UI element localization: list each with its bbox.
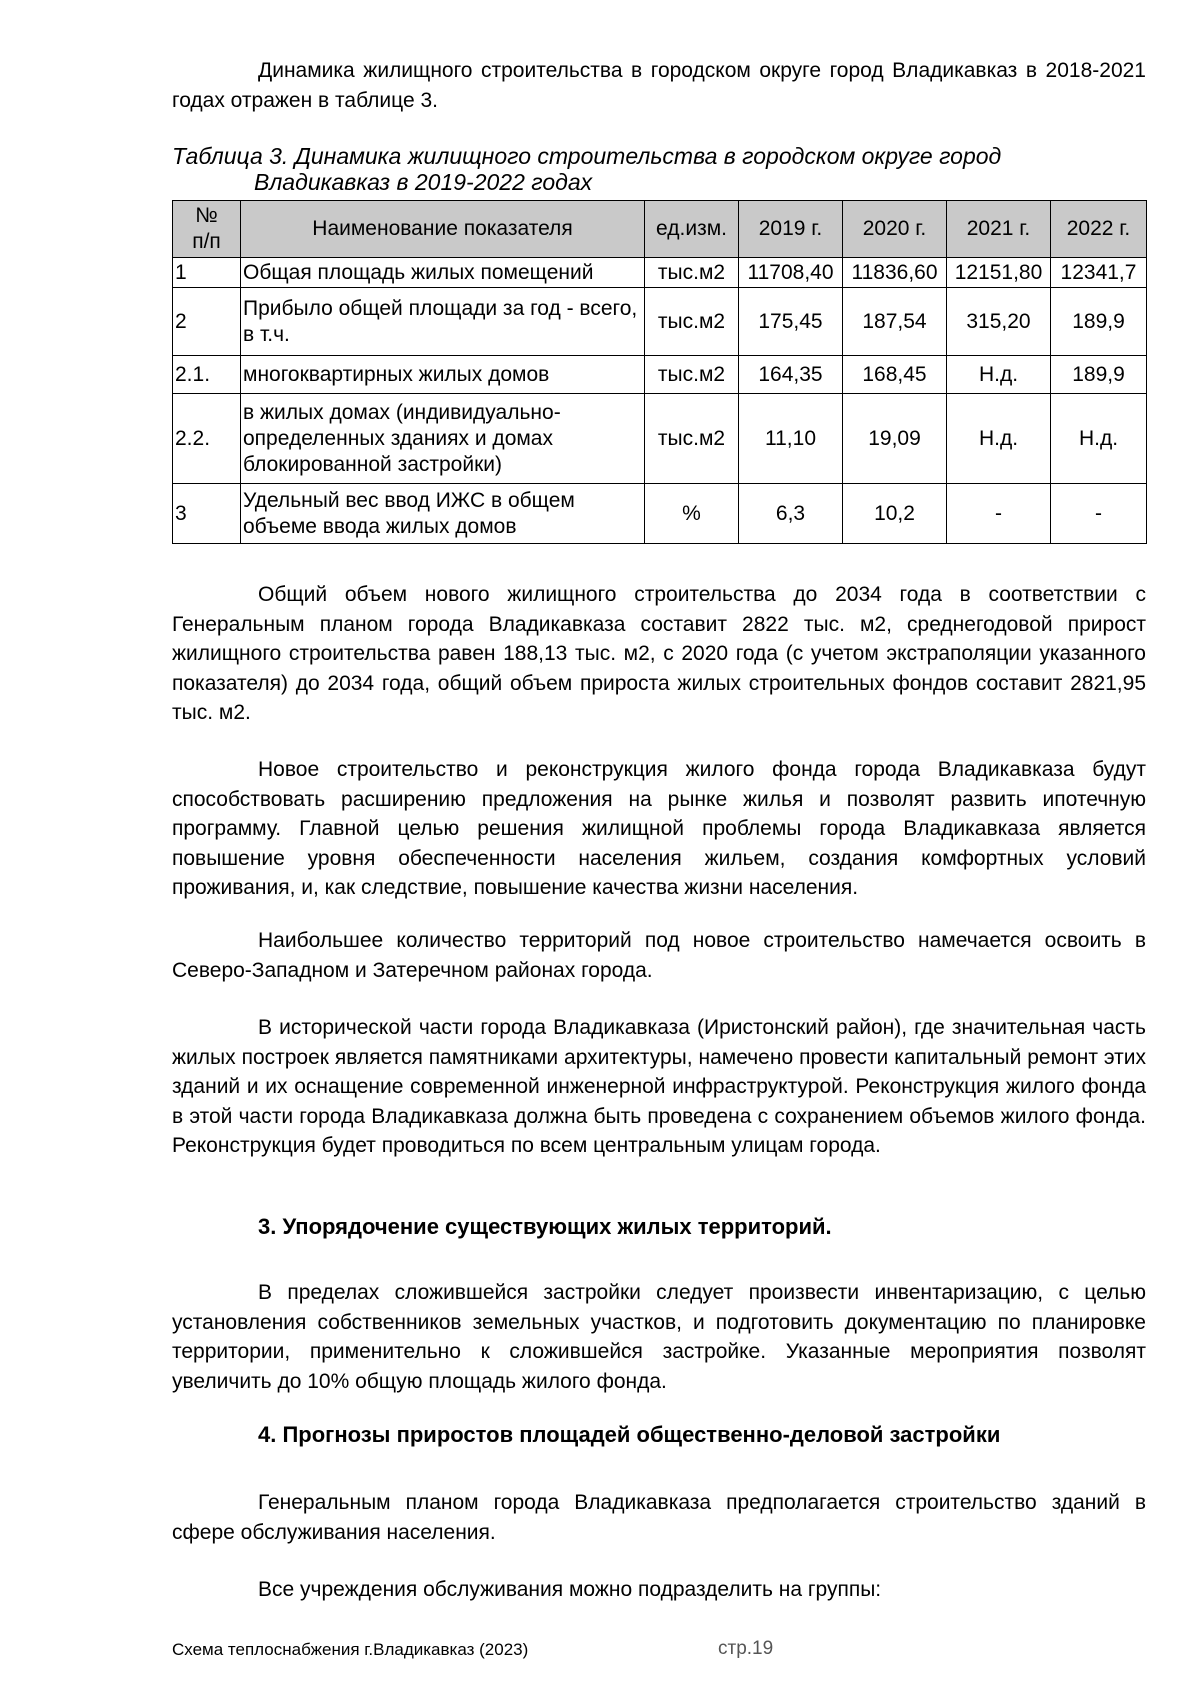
row-unit: тыс.м2 [645, 356, 739, 394]
row-code: 2 [173, 288, 241, 356]
row-2021: 315,20 [947, 288, 1051, 356]
header-2019: 2019 г. [739, 201, 843, 258]
row-name: Прибыло общей площади за год - всего, в т.ч. [241, 288, 645, 356]
header-number-line2: п/п [192, 230, 221, 253]
row-code: 3 [173, 484, 241, 544]
row-2019: 164,35 [739, 356, 843, 394]
intro-paragraph: Динамика жилищного строительства в городском округе город Владикавказ в 2018-2021 годах отражен в таблице 3. [172, 59, 1146, 112]
row-2021: Н.д. [947, 394, 1051, 484]
row-2020: 11836,60 [843, 258, 947, 288]
row-2019: 11708,40 [739, 258, 843, 288]
row-code: 2.1. [173, 356, 241, 394]
header-2021: 2021 г. [947, 201, 1051, 258]
header-2020: 2020 г. [843, 201, 947, 258]
table-row [173, 394, 1147, 484]
row-2022: 12341,7 [1051, 258, 1147, 288]
row-code: 2.2. [173, 394, 241, 484]
row-2019: 175,45 [739, 288, 843, 356]
row-2022: - [1051, 484, 1147, 544]
footer-page-number: стр.19 [718, 1638, 774, 1659]
housing-dynamics-table [172, 200, 1147, 544]
paragraph-new-construction: Новое строительство и реконструкция жилого фонда города Владикавказа будут способствовать расширению предложения на рынке жилья и позволят развить ипотечную программу. Главной целью решения жилищной проблемы города Владикавказа является повышение уровня обеспеченности населения жильем, создания комфортных условий проживания, и, как следствие, повышение качества жизни населения. [172, 758, 1146, 899]
footer-document-title: Схема теплоснабжения г.Владикавказ (2023) [172, 1640, 529, 1659]
table-header-row [173, 201, 1147, 258]
header-unit: ед.изм. [645, 201, 739, 258]
header-number-line1: № [195, 204, 218, 227]
row-2020: 19,09 [843, 394, 947, 484]
row-code: 1 [173, 258, 241, 288]
paragraph-construction-volume: Общий объем нового жилищного строительства до 2034 года в соответствии с Генеральным планом города Владикавказа составит 2822 тыс. м2, среднегодовой прирост жилищного строительства равен 188,13 тыс. м2, с 2020 года (с учетом экстраполяции указанного показателя) до 2034 года, общий объем прироста жилых строительных фондов составит 2821,95 тыс. м2. [172, 583, 1146, 724]
table-row [173, 484, 1147, 544]
header-name: Наименование показателя [241, 201, 645, 258]
row-2022: 189,9 [1051, 356, 1147, 394]
header-2022: 2022 г. [1051, 201, 1147, 258]
row-name: Удельный вес ввод ИЖС в общем объеме ввода жилых домов [241, 484, 645, 544]
header-number [173, 201, 241, 258]
row-2021: 12151,80 [947, 258, 1051, 288]
table-row [173, 258, 1147, 288]
table-row [173, 356, 1147, 394]
paragraph-historical-part: В исторической части города Владикавказа (Иристонский район), где значительная часть жилых построек является памятниками архитектуры, намечено провести капитальный ремонт этих зданий и их оснащение современной инженерной инфраструктурой. Реконструкция жилого фонда в этой части города Владикавказа должна быть проведена с сохранением объемов жилого фонда. Реконструкция будет проводиться по всем центральным улицам города. [172, 1016, 1146, 1157]
row-2021: - [947, 484, 1051, 544]
paragraph-territories: Наибольшее количество территорий под новое строительство намечается освоить в Северо-Западном и Затеречном районах города. [172, 929, 1146, 982]
table-caption-line2: Владикавказ в 2019-2022 годах [254, 169, 593, 195]
table-row [173, 288, 1147, 356]
row-name: многоквартирных жилых домов [241, 356, 645, 394]
row-2020: 10,2 [843, 484, 947, 544]
paragraph-service-groups: Все учреждения обслуживания можно подразделить на группы: [258, 1578, 882, 1601]
paragraph-general-plan: Генеральным планом города Владикавказа предполагается строительство зданий в сфере обслуживания населения. [172, 1491, 1146, 1544]
row-2019: 11,10 [739, 394, 843, 484]
paragraph-inventory: В пределах сложившейся застройки следует произвести инвентаризацию, с целью установления собственников земельных участков, и подготовить документацию по планировке территории, применительно к сложившейся застройке. Указанные мероприятия позволят увеличить до 10% общую площадь жилого фонда. [172, 1281, 1146, 1393]
row-name: Общая площадь жилых помещений [241, 258, 645, 288]
section-heading-4: 4. Прогнозы приростов площадей общественно-деловой застройки [258, 1422, 1001, 1447]
table-caption [172, 143, 1146, 195]
row-2022: 189,9 [1051, 288, 1147, 356]
row-unit: тыс.м2 [645, 258, 739, 288]
row-2019: 6,3 [739, 484, 843, 544]
row-2020: 168,45 [843, 356, 947, 394]
row-name: в жилых домах (индивидуально-определенных зданиях и домах блокированной застройки) [241, 394, 645, 484]
table-caption-line1: Таблица 3. Динамика жилищного строительства в городском округе город [172, 143, 1002, 169]
section-heading-3: 3. Упорядочение существующих жилых территорий. [258, 1214, 832, 1239]
row-unit: % [645, 484, 739, 544]
row-2020: 187,54 [843, 288, 947, 356]
row-2022: Н.д. [1051, 394, 1147, 484]
row-2021: Н.д. [947, 356, 1051, 394]
row-unit: тыс.м2 [645, 288, 739, 356]
row-unit: тыс.м2 [645, 394, 739, 484]
